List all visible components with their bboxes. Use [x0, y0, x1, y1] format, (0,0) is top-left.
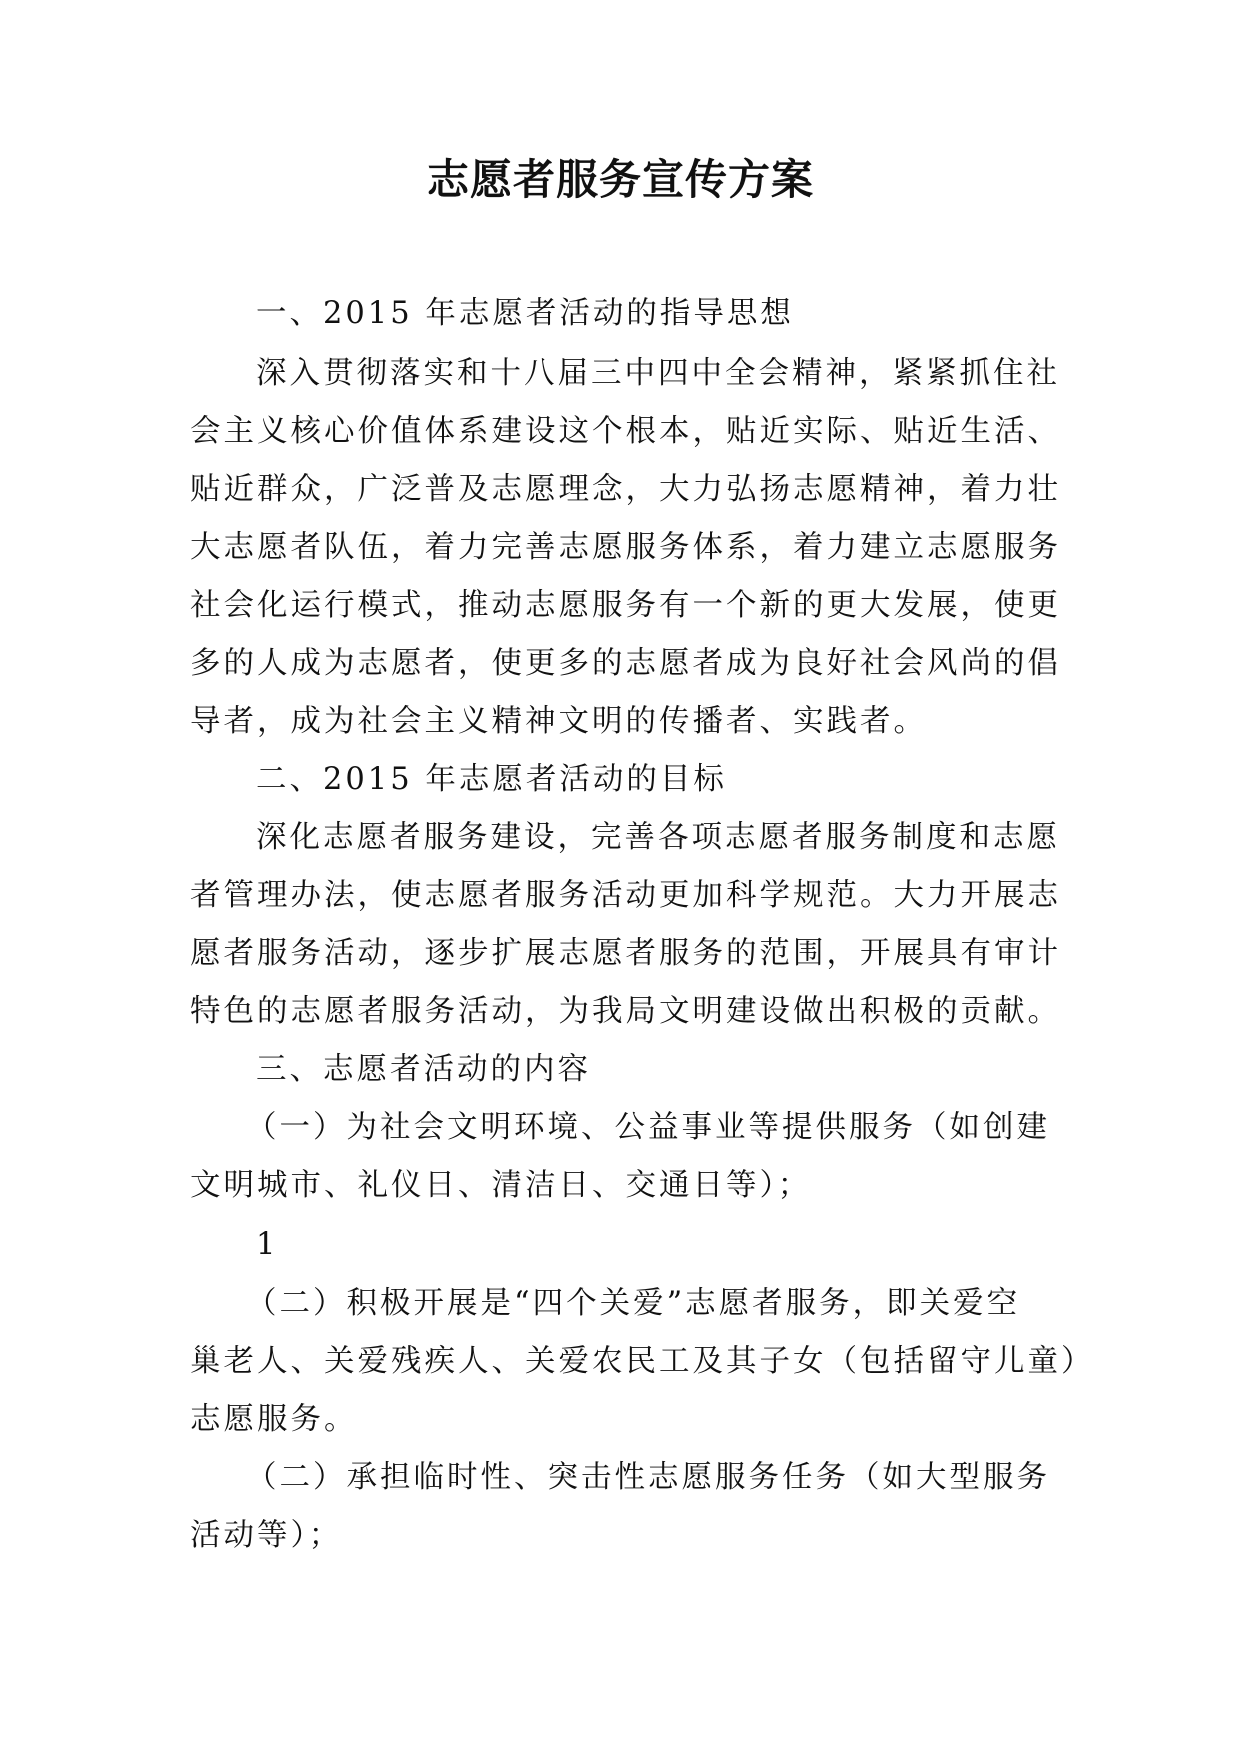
paragraph-line: 贴近群众，广泛普及志愿理念，大力弘扬志愿精神，着力壮	[190, 472, 1061, 507]
section-heading-guiding-ideology: 一、2015 年志愿者活动的指导思想	[256, 296, 794, 331]
paragraph-line: 社会化运行模式，推动志愿服务有一个新的更大发展，使更	[190, 588, 1061, 623]
section-heading-goals: 二、2015 年志愿者活动的目标	[256, 762, 727, 797]
list-item-line: （二）积极开展是“四个关爱”志愿者服务，即关爱空	[246, 1286, 1021, 1321]
list-item-line: （一）为社会文明环境、公益事业等提供服务（如创建	[246, 1110, 1050, 1145]
list-item-line: 志愿服务。	[190, 1402, 358, 1437]
list-item-line: 文明城市、礼仪日、清洁日、交通日等）；	[190, 1168, 812, 1203]
list-item-line: 巢老人、关爱残疾人、关爱农民工及其子女（包括留守儿童）	[190, 1344, 1095, 1379]
paragraph-line: 深入贯彻落实和十八届三中四中全会精神，紧紧抓住社	[256, 356, 1060, 391]
page-number: 1	[256, 1227, 279, 1262]
section-heading-content: 三、志愿者活动的内容	[256, 1052, 591, 1087]
paragraph-line: 特色的志愿者服务活动，为我局文明建设做出积极的贡献。	[190, 994, 1061, 1029]
paragraph-line: 者管理办法，使志愿者服务活动更加科学规范。大力开展志	[190, 878, 1061, 913]
paragraph-line: 会主义核心价值体系建设这个根本，贴近实际、贴近生活、	[190, 414, 1061, 449]
paragraph-line: 愿者服务活动，逐步扩展志愿者服务的范围，开展具有审计	[190, 936, 1061, 971]
paragraph-line: 导者，成为社会主义精神文明的传播者、实践者。	[190, 704, 927, 739]
paragraph-line: 深化志愿者服务建设，完善各项志愿者服务制度和志愿	[256, 820, 1060, 855]
list-item-line: 活动等）；	[190, 1518, 343, 1553]
paragraph-line: 多的人成为志愿者，使更多的志愿者成为良好社会风尚的倡	[190, 646, 1061, 681]
document-title: 志愿者服务宣传方案	[426, 155, 814, 204]
paragraph-line: 大志愿者队伍，着力完善志愿服务体系，着力建立志愿服务	[190, 530, 1061, 565]
list-item-line: （二）承担临时性、突击性志愿服务任务（如大型服务	[246, 1460, 1050, 1495]
